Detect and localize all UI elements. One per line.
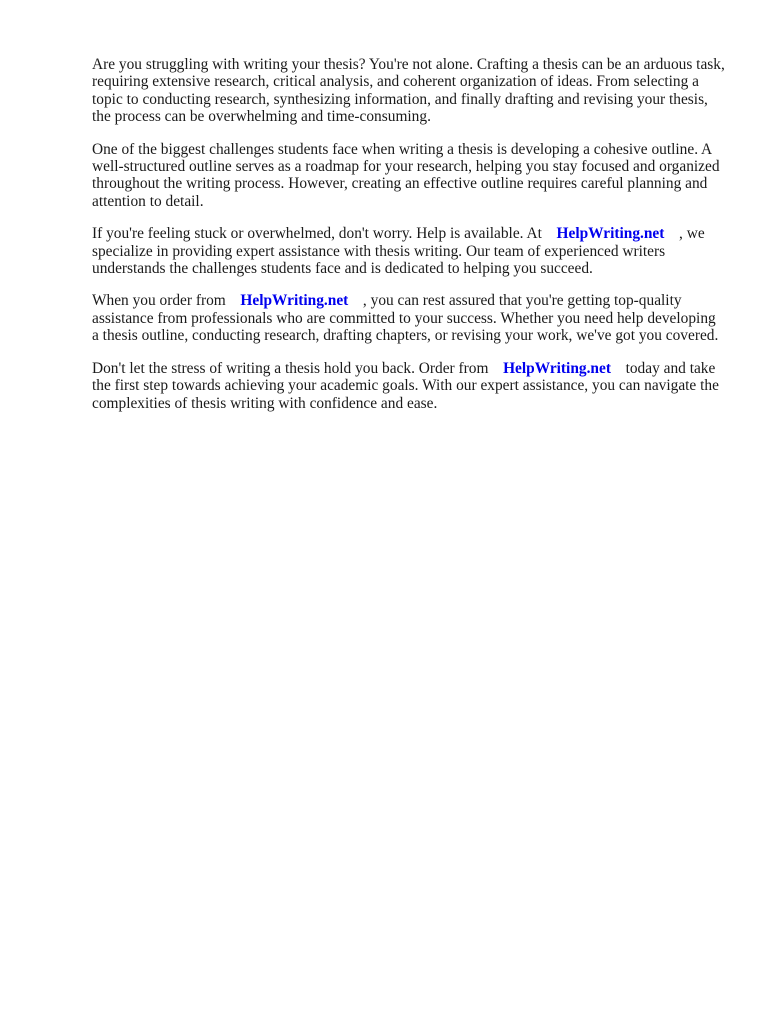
paragraph-text: Are you struggling with writing your thesis? You're not alone. Crafting a thesis can be an arduous task, requiring extensive research, critical analysis, and coherent organization of ideas. From selecting a topic to conducting research, synthesizing information, and finally drafting and revising your thesis, the process can be overwhelming and time-consuming. [92, 56, 725, 126]
helpwriting-link[interactable]: HelpWriting.net [556, 225, 665, 243]
paragraph-text: , you can rest assured that you're getting top-quality assistance from professionals who are committed to your success. Whether you need help developing a thesis outline, conducting research, drafting chapters, or revising your work, we've got you covered. [92, 292, 719, 345]
document-content [92, 56, 726, 427]
paragraph-text: When you order from [92, 292, 226, 310]
paragraph-text: , we specialize in providing expert assistance with thesis writing. Our team of experienced writers understands the challenges students face and is dedicated to helping you succeed. [92, 225, 705, 278]
paragraph-text: today and take the first step towards achieving your academic goals. With our expert assistance, you can navigate the complexities of thesis writing with confidence and ease. [92, 359, 719, 412]
paragraph-text: If you're feeling stuck or overwhelmed, don't worry. Help is available. At [92, 225, 542, 243]
paragraph [92, 292, 726, 344]
paragraph [92, 56, 726, 126]
paragraph-text: One of the biggest challenges students face when writing a thesis is developing a cohesive outline. A well-structured outline serves as a roadmap for your research, helping you stay focused and organized throughout the writing process. However, creating an effective outline requires careful planning and attention to detail. [92, 140, 720, 210]
helpwriting-link[interactable]: HelpWriting.net [503, 359, 611, 377]
helpwriting-link[interactable]: HelpWriting.net [240, 292, 349, 310]
paragraph-text: Don't let the stress of writing a thesis hold you back. Order from [92, 359, 489, 377]
paragraph [92, 360, 726, 412]
paragraph [92, 225, 726, 277]
paragraph [92, 141, 726, 211]
